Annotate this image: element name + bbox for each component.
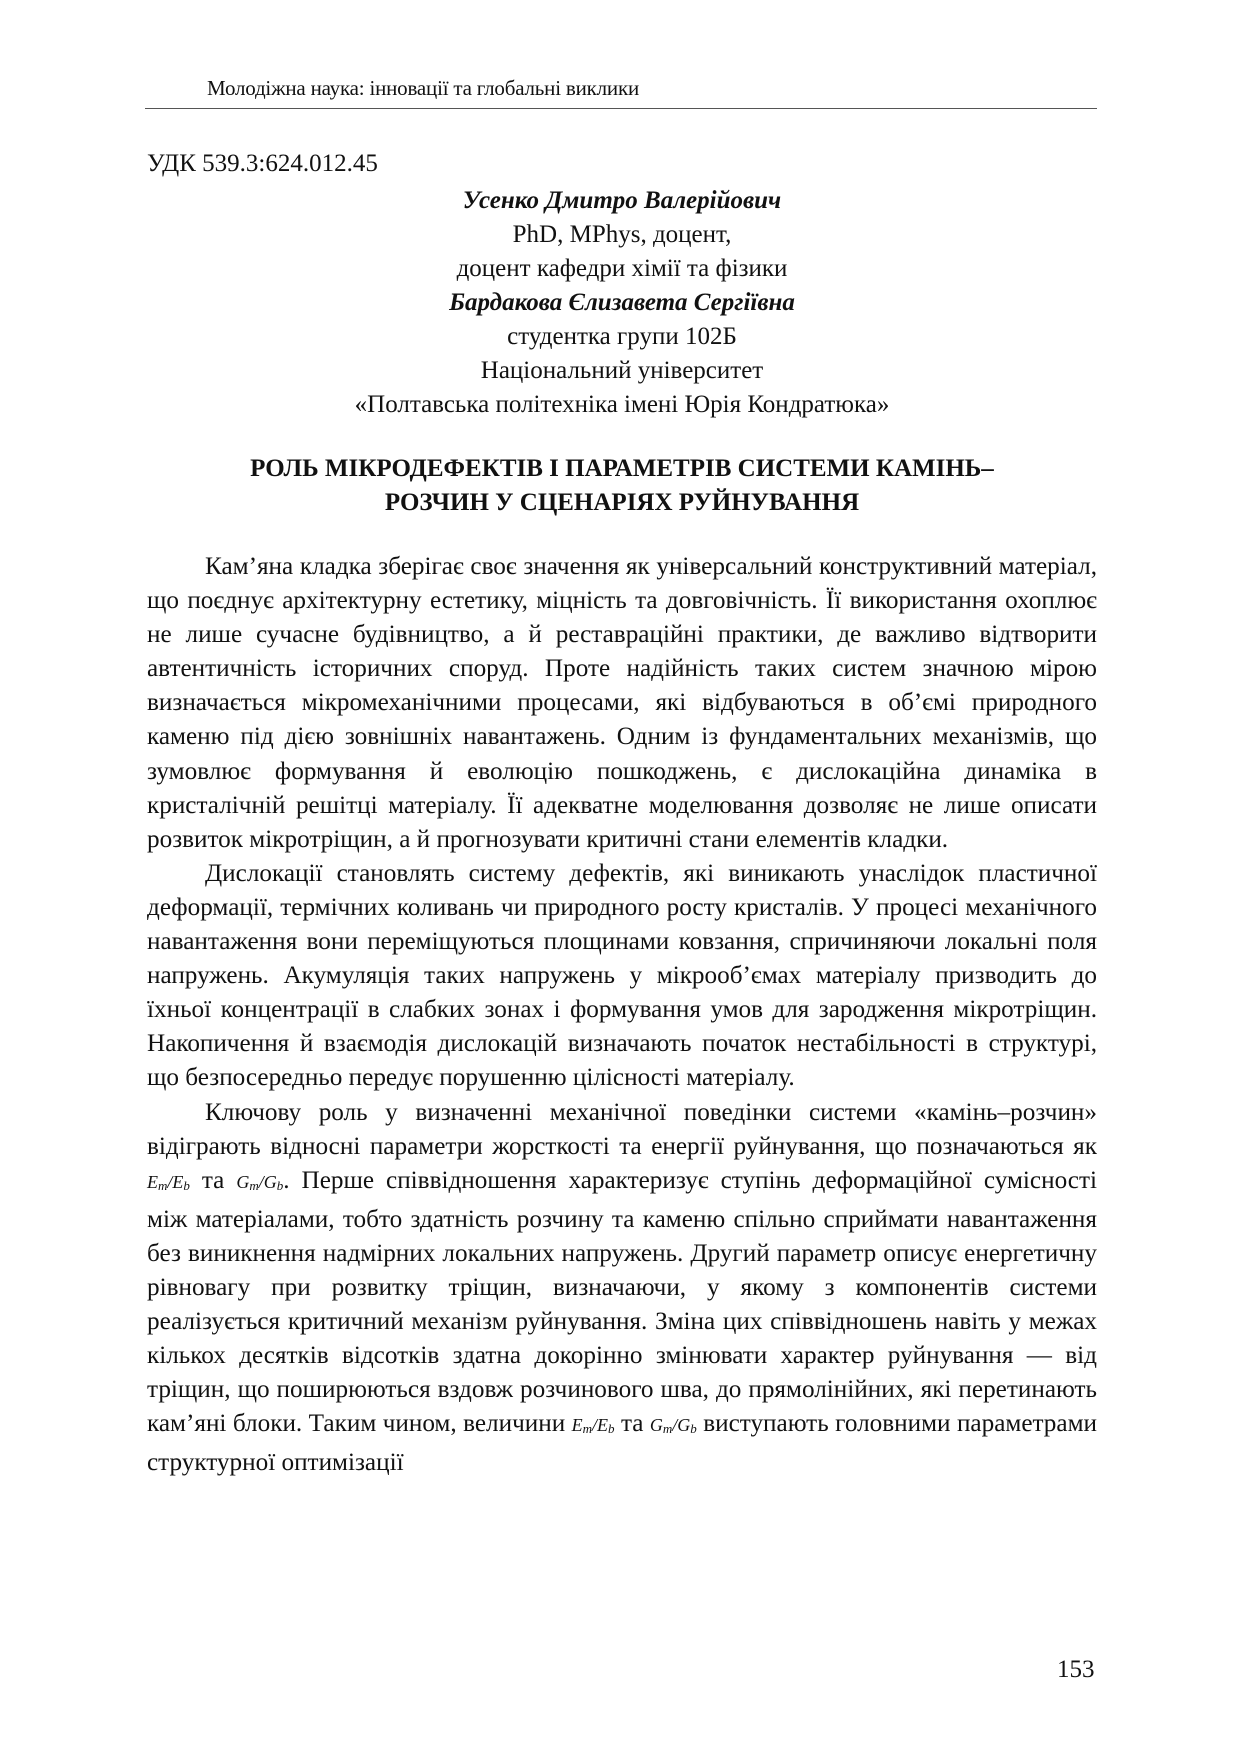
article-title: [147, 452, 1097, 520]
symbol-subscript: m: [249, 1177, 259, 1193]
symbol-base: G: [236, 1171, 250, 1192]
author-position: студентка групи 102Б: [507, 323, 737, 350]
paragraph: [147, 1096, 1097, 1481]
udc-code: УДК 539.3:624.012.45: [147, 150, 378, 177]
symbol-subscript: b: [276, 1177, 284, 1193]
symbol-base: /G: [672, 1415, 691, 1436]
stiffness-ratio-symbol: [147, 1172, 190, 1192]
symbol-subscript: b: [183, 1177, 190, 1193]
text-run: та: [189, 1166, 237, 1194]
symbol-subscript: b: [608, 1421, 615, 1437]
title-line: РОЗЧИН У СЦЕНАРІЯХ РУЙНУВАННЯ: [384, 489, 860, 516]
header-rule: [145, 108, 1097, 109]
author-position: доцент кафедри хімії та фізики: [456, 255, 788, 282]
stiffness-ratio-symbol: [572, 1415, 615, 1435]
page-number: 153: [1057, 1656, 1095, 1683]
symbol-base: E: [147, 1171, 158, 1192]
symbol-base: /E: [167, 1171, 184, 1192]
text-run: . Перше співвідношення характеризує ступінь деформаційної сумісності між матеріалами, тобто здатність розчину та каменю спільно сприймати навантаження без виникнення надмірних локальних напружень. Другий параметр описує енергетичну рівновагу при розвитку тріщин, визначаючи, у якому з компонентів системи реалізується критичний механізм руйнування. Зміна цих співвідношень навіть у межах кількох десятків відсотків здатна докорінно змінювати характер руйнування — від тріщин, що поширюються вздовж розчинового шва, до прямолінійних, які перетинають кам’яні блоки. Таким чином, величини: [147, 1166, 1097, 1438]
symbol-subscript: m: [158, 1177, 168, 1193]
author-name: Усенко Дмитро Валерійович: [462, 187, 782, 214]
author-name: Бардакова Єлизавета Сергіївна: [449, 289, 795, 316]
author-block: [147, 184, 1097, 422]
fracture-energy-ratio-symbol: [650, 1415, 697, 1435]
affiliation-line: «Полтавська політехніка імені Юрія Кондратюка»: [354, 391, 890, 418]
paragraph: Дислокації становлять систему дефектів, які виникають унаслідок пластичної деформації, термічних коливань чи природного росту кристалів. У процесі механічного навантаження вони переміщуються площинами ковзання, спричиняючи локальні поля напружень. Акумуляція таких напружень у мікрооб’ємах матеріалу призводить до їхньої концентрації в слабких зонах і формування умов для зародження мікротріщин. Накопичення й взаємодія дислокацій визначають початок нестабільності в структурі, що безпосередньо передує порушенню цілісності матеріалу.: [147, 859, 1097, 1092]
title-line: РОЛЬ МІКРОДЕФЕКТІВ І ПАРАМЕТРІВ СИСТЕМИ КАМІНЬ–: [250, 455, 994, 482]
fracture-energy-ratio-symbol: [236, 1172, 283, 1192]
text-run: та: [614, 1410, 650, 1438]
text-run: виступають головними параметрами структурної оптимізації: [147, 1410, 1098, 1477]
paragraph: Кам’яна кладка зберігає своє значення як універсальний конструктивний матеріал, що поєднує архітектурну естетику, міцність та довговічність. Її використання охоплює не лише сучасне будівництво, а й реставраційні практики, де важливо відтворити автентичність історичних споруд. Проте надійність таких систем значною мірою визначається мікромеханічними процесами, які відбуваються в об’ємі природного каменю під дією зовнішніх навантажень. Одним із фундаментальних механізмів, що зумовлює формування й еволюцію пошкоджень, є дислокаційна динаміка в кристалічній решітці матеріалу. Її адекватне моделювання дозволяє не лише описати розвиток мікротріщин, а й прогнозувати критичні стани елементів кладки.: [147, 553, 1097, 853]
article-body: [147, 550, 1097, 1481]
symbol-subscript: m: [582, 1421, 593, 1437]
symbol-base: G: [649, 1415, 663, 1436]
affiliation-line: Національний університет: [480, 357, 764, 384]
running-header: Молодіжна наука: інновації та глобальні виклики: [207, 76, 640, 100]
symbol-base: /E: [592, 1415, 609, 1436]
symbol-base: /G: [258, 1171, 277, 1192]
author-degree: PhD, MPhys, доцент,: [512, 221, 732, 248]
symbol-subscript: m: [662, 1421, 673, 1437]
symbol-subscript: b: [690, 1421, 697, 1437]
symbol-base: E: [571, 1415, 583, 1436]
text-run: Ключову роль у визначенні механічної поведінки системи «камінь–розчин» відіграють відносні параметри жорсткості та енергії руйнування, що позначаються як: [147, 1098, 1097, 1160]
